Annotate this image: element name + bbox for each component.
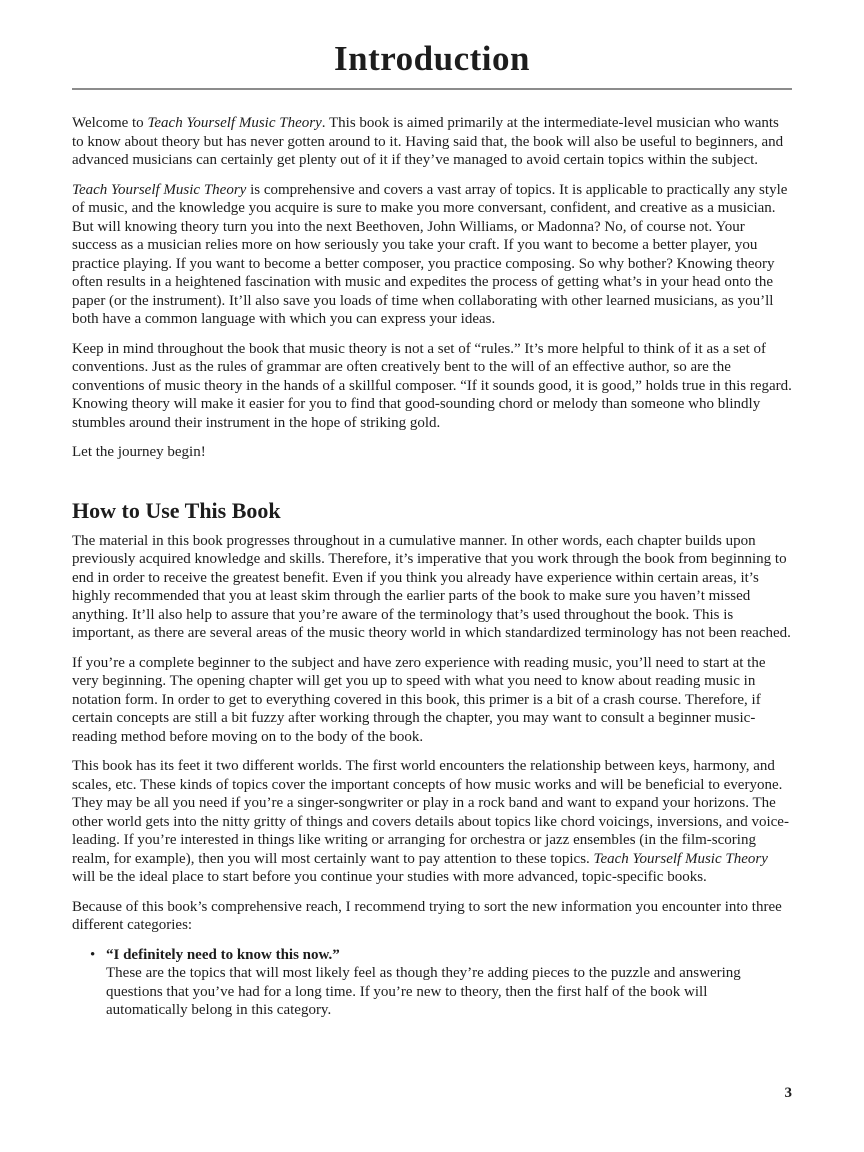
bullet-icon: •: [90, 946, 96, 963]
text-segment: Let the journey begin!: [72, 444, 206, 460]
section-heading: How to Use This Book: [72, 497, 281, 523]
text-segment: This book has its feet it two different worlds. The first world encounters the relationship between keys, harmony, and scales, etc. These kinds of topics cover the important concepts of how music works and will be beneficial to everyone. They may be all you need if you’re a singer-songwriter or play in a rock band and want to expand your horizons. The other world gets into the nitty gritty of things and covers details about topics like chord voicings, inversions, and voice-leading. If you’re interested in things like writing or arranging for orchestra or jazz ensembles (in the film-scoring realm, for example), then you will most certainly want to pay attention to these topics.: [72, 758, 789, 867]
how-to-use-paragraph-3: [72, 757, 792, 887]
text-segment: will be the ideal place to start before you continue your studies with more advanced, topic-specific books.: [72, 869, 707, 885]
intro-paragraph-3: [72, 340, 792, 433]
intro-section: [72, 114, 792, 462]
intro-paragraph-1: [72, 114, 792, 170]
bullet-body: These are the topics that will most likely feel as though they’re adding pieces to the puzzle and answering questions that you’ve had for a long time. If you’re new to theory, then the first half of the book will automatically belong in this category.: [106, 965, 741, 1018]
text-segment: Because of this book’s comprehensive reach, I recommend trying to sort the new information you encounter into three different categories:: [72, 898, 782, 933]
how-to-use-section: [72, 498, 792, 1020]
intro-paragraph-4: [72, 443, 792, 462]
text-segment: Welcome to: [72, 115, 148, 131]
category-list: [72, 946, 792, 1020]
text-segment: Keep in mind throughout the book that music theory is not a set of “rules.” It’s more helpful to think of it as a set of conventions. Just as the rules of grammar are often creatively bent to the will of an effective author, so are the conventions of music theory in the hands of a skillful composer. “If it sounds good, it is good,” holds true in this regard. Knowing theory will make it easier for you to find that good-sounding chord or melody than someone who blindly stumbles around their instrument in the hope of striking gold.: [72, 340, 792, 431]
how-to-use-paragraph-1: [72, 532, 792, 643]
bullet-content: [106, 946, 792, 1020]
page-title: Introduction: [334, 39, 530, 78]
title-divider: [72, 88, 792, 90]
text-segment: The material in this book progresses throughout in a cumulative manner. In other words, each chapter builds upon previously acquired knowledge and skills. Therefore, it’s imperative that you work through the book from beginning to end in order to receive the greatest benefit. Even if you think you already have experience within certain areas, it’s highly recommended that you at least skim through the earlier parts of the book to make sure you haven’t missed anything. It’ll also help to assure that you’re aware of the terminology that’s used throughout the book. This is important, as there are several areas of the music theory world in which standardized terminology has not been reached.: [72, 532, 791, 641]
text-segment: . This book is aimed primarily at the intermediate-level musician who wants to know about theory but has never gotten around to it. Having said that, the book will also be useful to beginners, and advanced musicians can certainly get plenty out of it if they’ve managed to avoid certain topics within the subject.: [72, 115, 784, 168]
page-content: [72, 0, 792, 1020]
intro-paragraph-2: [72, 181, 792, 329]
bullet-heading: “I definitely need to know this now.”: [106, 946, 340, 963]
list-item: [72, 946, 792, 1020]
text-segment: is comprehensive and covers a vast array of topics. It is applicable to practically any style of music, and the knowledge you acquire is sure to make you more conversant, confident, and creative as a musician. But will knowing theory turn you into the next Beethoven, John Williams, or Madonna? No, of course not. Your success as a musician relies more on how seriously you take your craft. If you want to become a better player, you practice playing. If you want to become a better composer, you practice composing. So why bother? Knowing theory often results in a heightened fascination with music and expedites the process of getting what’s in your head onto the paper (or the instrument). It’ll also save you loads of time when collaborating with other learned musicians, as you’ll both have a common language with which you can express your ideas.: [72, 181, 788, 327]
how-to-use-paragraph-2: [72, 654, 792, 747]
book-title-italic: Teach Yourself Music Theory: [593, 850, 768, 867]
text-segment: If you’re a complete beginner to the subject and have zero experience with reading music, you’ll need to start at the very beginning. The opening chapter will get you up to speed with what you need to know about reading music in notation form. In order to get to everything covered in this book, this primer is a bit of a crash course. Therefore, if certain concepts are still a bit fuzzy after working through the chapter, you may want to consult a beginner music-reading method before moving on to the body of the book.: [72, 654, 766, 745]
book-title-italic: Teach Yourself Music Theory: [72, 181, 247, 198]
page-number: 3: [784, 1085, 792, 1101]
how-to-use-paragraph-4: [72, 898, 792, 935]
book-title-italic: Teach Yourself Music Theory: [147, 115, 322, 131]
